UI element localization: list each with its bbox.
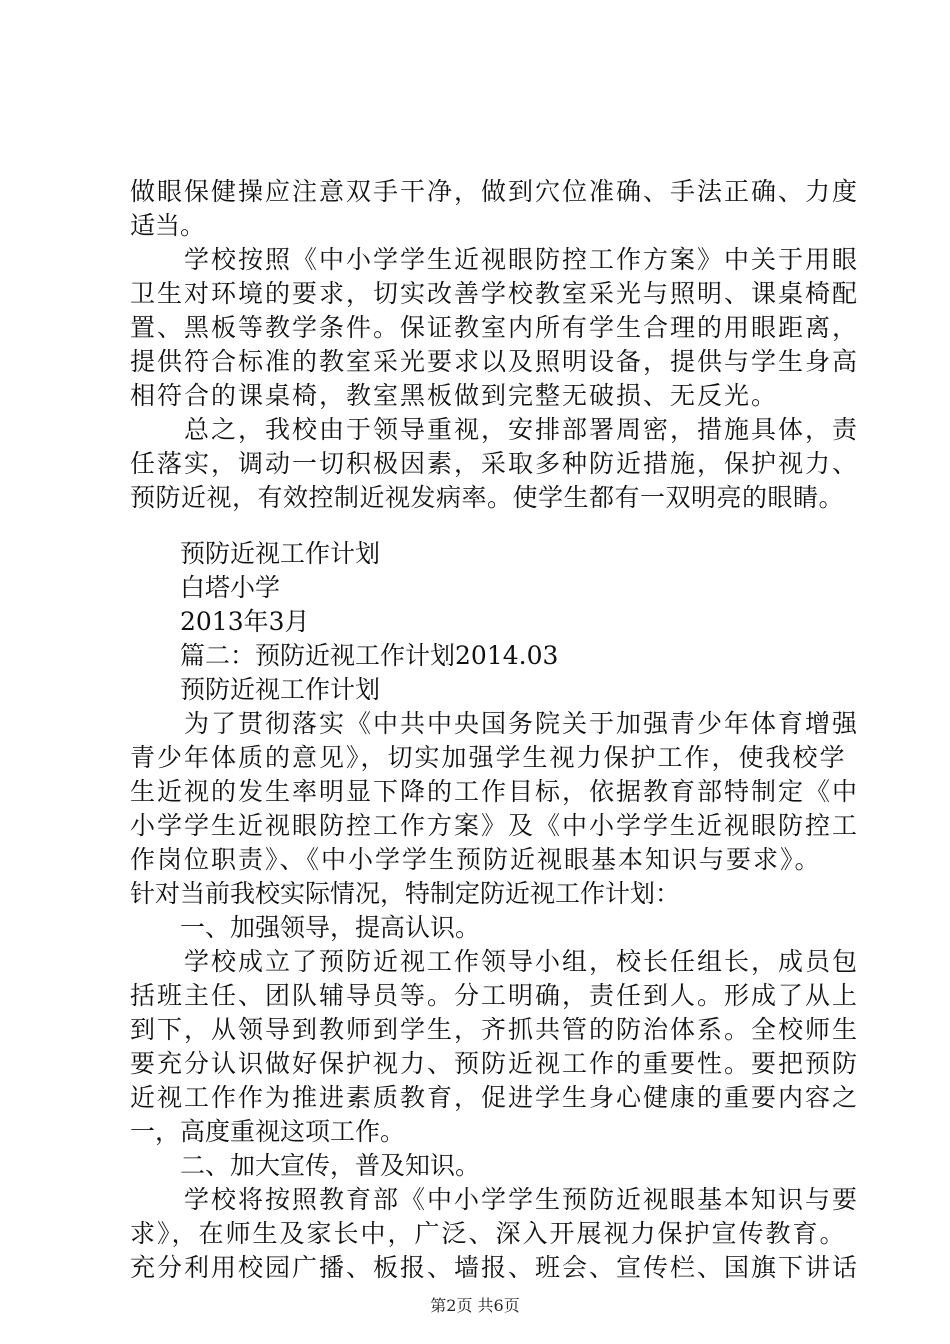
text-line: 充分利用校园广播、板报、墙报、班会、宣传栏、国旗下讲话	[130, 1253, 860, 1282]
text-line: 相符合的课桌椅，教室黑板做到完整无破损、无反光。	[130, 381, 779, 410]
text-line: 做眼保健操应注意双手干净，做到穴位准确、手法正确、力度	[130, 177, 860, 206]
plan-title: 预防近视工作计划	[130, 675, 381, 704]
text-line: 置、黑板等教学条件。保证教室内所有学生合理的用眼距离，	[130, 313, 860, 342]
text-line: 适当。	[130, 211, 206, 240]
text-line: 针对当前我校实际情况，特制定防近视工作计划：	[130, 879, 681, 908]
text-line: 卫生对环境的要求，切实改善学校教室采光与照明、课桌椅配	[130, 279, 860, 308]
text-line: 青少年体质的意见》，切实加强学生视力保护工作，使我校学	[130, 743, 847, 772]
text-line: 预防近视，有效控制近视发病率。使学生都有一双明亮的眼睛。	[130, 483, 845, 512]
text-line: 近视工作作为推进素质教育，促进学生身心健康的重要内容之	[130, 1083, 860, 1112]
plan-title: 预防近视工作计划	[130, 539, 381, 568]
text-line: 为了贯彻落实《中共中央国务院关于加强青少年体育增强	[130, 709, 860, 738]
text-line: 作岗位职责》、《中小学学生预防近视眼基本知识与要求》。	[130, 845, 822, 874]
text-line: 生近视的发生率明显下降的工作目标，依据教育部特制定《中	[130, 777, 860, 806]
section-heading: 二、加大宣传，普及知识。	[130, 1151, 481, 1180]
text-line: 学校将按照教育部《中小学学生预防近视眼基本知识与要	[130, 1185, 860, 1214]
school-name: 白塔小学	[130, 573, 281, 602]
text-line: 学校按照《中小学学生近视眼防控工作方案》中关于用眼	[130, 245, 860, 274]
text-line: 要充分认识做好保护视力、预防近视工作的重要性。要把预防	[130, 1049, 860, 1078]
text-line: 到下，从领导到教师到学生，齐抓共管的防治体系。全校师生	[130, 1015, 860, 1044]
section-heading: 一、加强领导，提高认识。	[130, 913, 481, 942]
page-number-footer: 第2页 共6页	[430, 1296, 520, 1315]
text-line: 提供符合标准的教室采光要求以及照明设备，提供与学生身高	[130, 347, 860, 376]
text-line: 小学学生近视眼防控工作方案》及《中小学学生近视眼防控工	[130, 811, 860, 840]
text-line: 总之，我校由于领导重视，安排部署周密，措施具体，责	[130, 415, 860, 444]
text-line: 括班主任、团队辅导员等。分工明确，责任到人。形成了从上	[130, 981, 860, 1010]
text-line: 求》，在师生及家长中，广泛、深入开展视力保护宣传教育。	[130, 1219, 847, 1248]
section-heading: 篇二：预防近视工作计划2014.03	[130, 641, 559, 670]
text-line: 一，高度重视这项工作。	[130, 1117, 406, 1146]
text-line: 任落实，调动一切积极因素，采取多种防近措施，保护视力、	[130, 449, 860, 478]
plan-date: 2013年3月	[130, 607, 310, 636]
text-line: 学校成立了预防近视工作领导小组，校长任组长，成员包	[130, 947, 860, 976]
